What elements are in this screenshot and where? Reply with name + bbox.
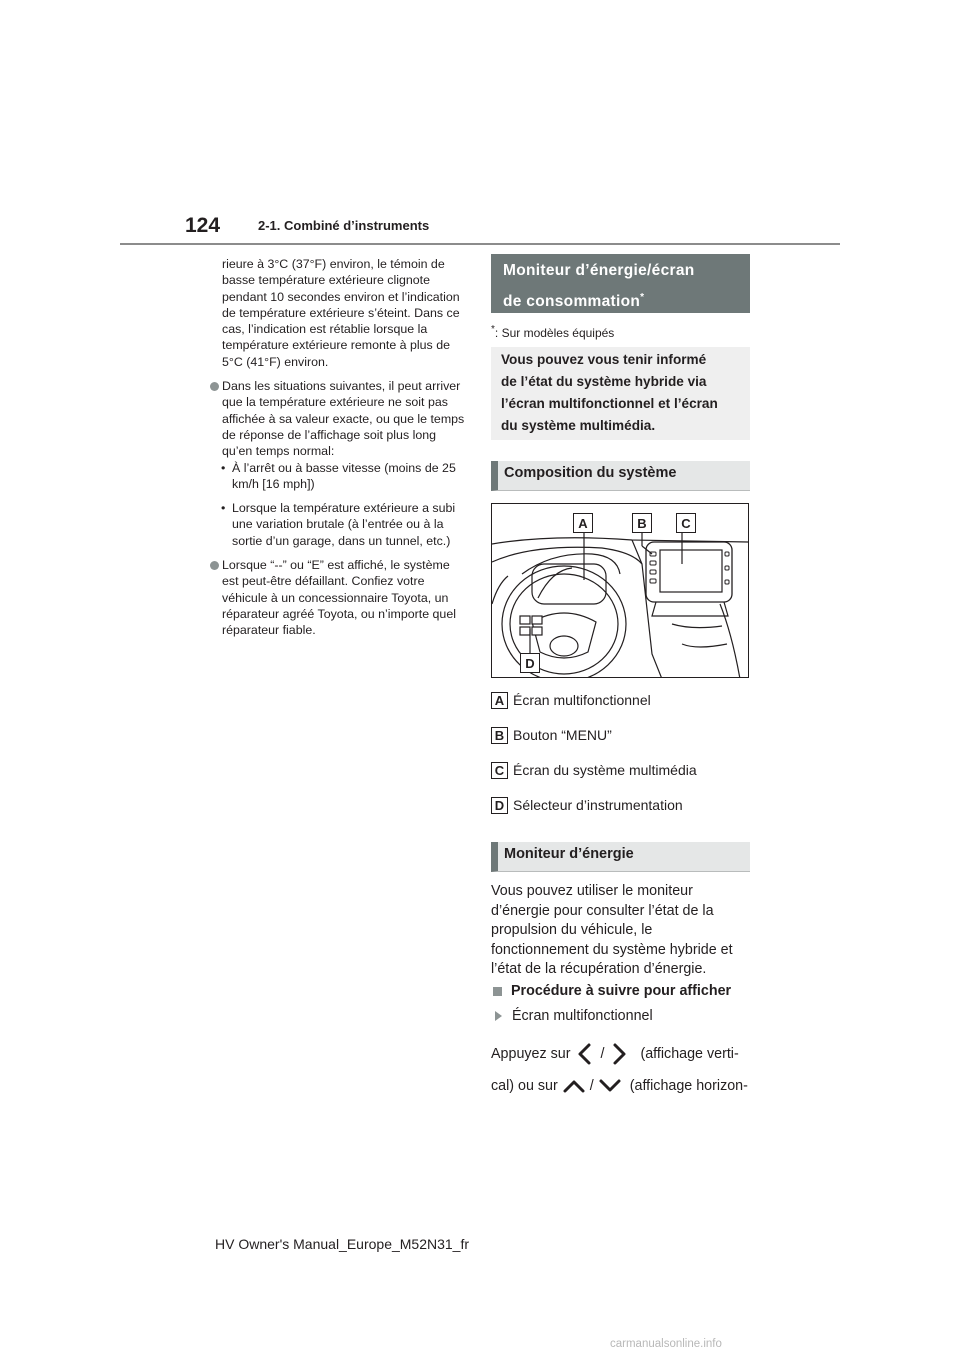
sub-bullet: • À l’arrêt ou à basse vitesse (moins de 25 km/h [16 mph]) xyxy=(222,460,468,493)
watermark: carmanualsonline.info xyxy=(610,1338,722,1350)
legend-letter: B xyxy=(491,727,508,744)
energy-paragraph: Vous pouvez utiliser le moniteur d’énergie pour consulter l’état de la propulsion du véhicule, le fonctionnement du système hybride et l’état de la récupération d’énergie. xyxy=(491,883,733,977)
footnote-asterisk: * xyxy=(491,324,495,335)
chevron-left-icon xyxy=(574,1042,596,1066)
press-text: (affichage horizon- xyxy=(629,1078,748,1094)
dashboard-figure xyxy=(491,503,749,678)
dashboard-illustration xyxy=(492,504,749,678)
intro-line: l’écran multifonctionnel et l’écran xyxy=(501,396,718,411)
legend-letter: D xyxy=(491,797,508,814)
legend-text: Écran du système multimédia xyxy=(513,762,697,778)
bullet-item xyxy=(222,378,468,549)
screen-text: Écran multifonctionnel xyxy=(512,1008,653,1024)
legend-row xyxy=(491,725,612,745)
header-rule xyxy=(120,243,840,245)
legend-row xyxy=(491,795,683,815)
main-heading xyxy=(491,254,750,313)
press-line-2 xyxy=(491,1076,748,1096)
procedure-text: Procédure à suivre pour afficher xyxy=(511,983,732,999)
legend-text: Écran multifonctionnel xyxy=(513,692,651,708)
intro-line: Vous pouvez vous tenir informé xyxy=(501,352,707,367)
press-text: cal) ou sur xyxy=(491,1078,558,1094)
figure-label-d: D xyxy=(520,653,540,673)
triangle-bullet-icon xyxy=(495,1011,502,1021)
bullet-dot-icon xyxy=(210,382,219,391)
screen-step xyxy=(495,1008,653,1024)
intro-line: du système multimédia. xyxy=(501,418,656,433)
chevron-up-icon xyxy=(562,1076,586,1096)
chevron-down-icon xyxy=(598,1076,622,1096)
main-heading-line1: Moniteur d’énergie/écran xyxy=(503,262,695,279)
section-title: 2-1. Combiné d’instruments xyxy=(258,218,430,233)
heading-asterisk: * xyxy=(640,292,645,303)
legend-letter: C xyxy=(491,762,508,779)
continuation-paragraph: rieure à 3°C (37°F) environ, le témoin de basse température extérieure clignote pendant 10 secondes environ et l’indication de température extérieure s’éteint. Dans ce cas, l’indication est rétablie lorsque la température extérieure remonte à plus de 5°C (41°F) environ. xyxy=(222,257,460,369)
bullet-item xyxy=(222,557,468,638)
figure-label-a: A xyxy=(573,513,593,533)
slash-text: / xyxy=(589,1078,594,1094)
composition-heading: Composition du système xyxy=(491,461,750,491)
legend-text: Sélecteur d’instrumentation xyxy=(513,797,683,813)
slash-text: / xyxy=(600,1046,605,1062)
square-bullet-icon xyxy=(493,987,502,996)
figure-label-c: C xyxy=(676,513,696,533)
intro-box xyxy=(491,347,750,440)
left-column xyxy=(222,256,468,647)
footnote-text: : Sur modèles équipés xyxy=(494,326,615,340)
sub-bullet: • Lorsque la température extérieure a subi une variation brutale (à l’entrée ou à la sortie d’un garage, dans un tunnel, etc.) xyxy=(222,500,468,549)
main-heading-line2: de consommation xyxy=(503,293,641,311)
legend-row xyxy=(491,690,651,710)
footnote xyxy=(491,324,614,340)
intro-line: de l’état du système hybride via xyxy=(501,374,707,389)
bullet-text: Dans les situations suivantes, il peut arriver que la température extérieure ne soit pas affichée à sa valeur exacte, ou que le temps de réponse de l’affichage soit plus long qu’en temps normal: xyxy=(222,379,465,459)
page-number: 124 xyxy=(185,214,221,237)
press-text: (affichage verti- xyxy=(640,1046,739,1062)
legend-text: Bouton “MENU” xyxy=(513,727,612,743)
procedure-heading xyxy=(491,983,731,999)
legend-letter: A xyxy=(491,692,508,709)
bullet-dot-icon xyxy=(210,561,219,570)
energy-heading: Moniteur d’énergie xyxy=(491,842,750,872)
press-line-1 xyxy=(491,1042,739,1066)
chevron-right-icon xyxy=(608,1042,630,1066)
legend-row xyxy=(491,760,697,780)
footer-manual-name: HV Owner's Manual_Europe_M52N31_fr xyxy=(215,1236,470,1252)
press-text: Appuyez sur xyxy=(491,1046,571,1062)
bullet-text: Lorsque “--” ou “E” est affiché, le système est peut-être défaillant. Confiez votre véhicule à un concessionnaire Toyota, un réparateur agréé Toyota, ou n’importe quel réparateur fiable. xyxy=(222,558,456,638)
figure-label-b: B xyxy=(632,513,652,533)
